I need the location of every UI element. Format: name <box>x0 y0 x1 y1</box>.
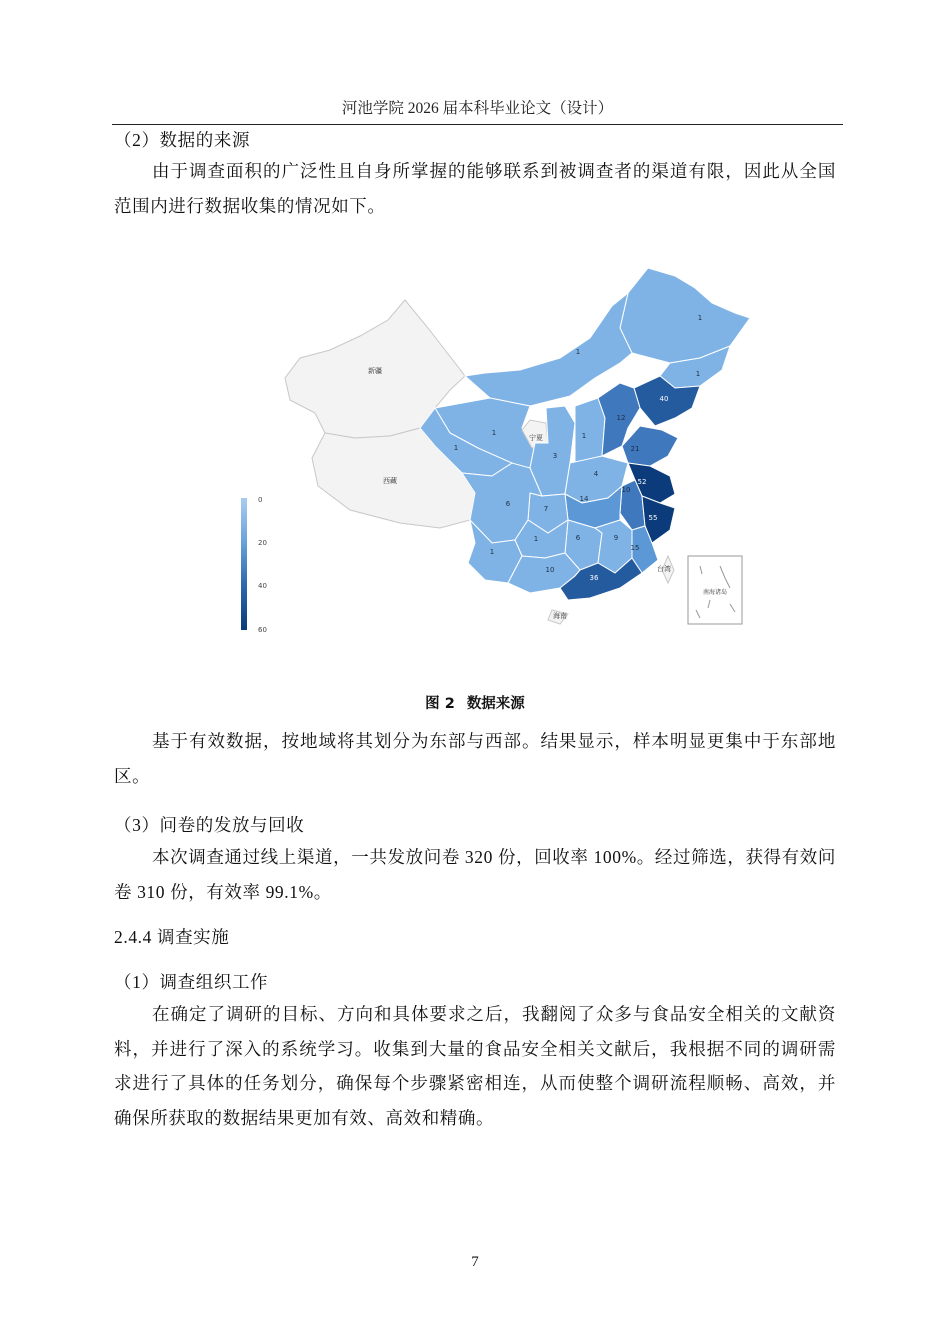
figure-caption <box>0 692 950 713</box>
legend-tick-20: 20 <box>258 539 267 547</box>
figure-title: 数据来源 <box>466 696 525 712</box>
legend-bar <box>241 498 247 630</box>
label-ningxia: 宁夏 <box>529 434 543 442</box>
running-header: 河池学院 2026 届本科毕业论文（设计） <box>112 98 843 125</box>
value-label: 1 <box>695 370 701 378</box>
region-shanxi <box>575 398 605 463</box>
region-heilongjiang <box>620 268 750 363</box>
value-label: 10 <box>621 486 631 494</box>
paragraph-data-source: 由于调查面积的广泛性且自身所掌握的能够联系到被调查者的渠道有限，因此从全国范围内进行数据收集的情况如下。 <box>114 161 836 216</box>
value-label: 55 <box>648 514 658 522</box>
value-label: 6 <box>575 534 581 542</box>
label-south-sea: 南海诸岛 <box>702 589 728 596</box>
region-inner-mongolia <box>465 293 632 406</box>
value-label: 12 <box>616 414 626 422</box>
value-label: 3 <box>552 452 558 460</box>
value-label: 4 <box>593 470 599 478</box>
value-label: 36 <box>589 574 599 582</box>
section-heading-organization: （1）调查组织工作 <box>114 972 269 992</box>
page-number: 7 <box>471 1254 479 1270</box>
section-heading-implementation: 2.4.4 调查实施 <box>114 927 230 947</box>
legend-tick-40: 40 <box>258 582 267 590</box>
value-label: 52 <box>637 478 647 486</box>
value-label: 1 <box>453 444 459 452</box>
section-heading-distribution: （3）问卷的发放与回收 <box>114 815 305 835</box>
value-label: 1 <box>533 535 539 543</box>
label-tibet: 西藏 <box>383 477 397 485</box>
value-label: 1 <box>491 429 497 437</box>
value-label: 21 <box>630 445 640 453</box>
figure-label: 图 2 <box>425 696 455 712</box>
value-label: 9 <box>613 534 619 542</box>
value-label: 1 <box>697 314 703 322</box>
value-label: 1 <box>575 348 581 356</box>
section-heading-data-source: （2）数据的来源 <box>114 130 251 150</box>
label-xinjiang: 新疆 <box>368 367 382 375</box>
legend-tick-0: 0 <box>258 496 263 504</box>
value-label: 14 <box>579 495 589 503</box>
value-label: 10 <box>545 566 555 574</box>
china-map-figure <box>230 258 770 648</box>
paragraph-organization: 在确定了调研的目标、方向和具体要求之后，我翻阅了众多与食品安全相关的文献资料，并进行了深入的系统学习。收集到大量的食品安全相关文献后，我根据不同的调研需求进行了具体的任务划分，确保每个步骤紧密相连，从而使整个调研流程顺畅、高效，并确保所获取的数据结果更加有效、高效和精确。 <box>114 1004 836 1128</box>
value-label: 40 <box>659 395 669 403</box>
legend-tick-60: 60 <box>258 626 267 634</box>
value-label: 6 <box>505 500 511 508</box>
paragraph-distribution: 本次调查通过线上渠道，一共发放问卷 320 份，回收率 100%。经过筛选，获得有效问卷 310 份，有效率 99.1%。 <box>114 847 836 902</box>
paragraph-after-figure: 基于有效数据，按地域将其划分为东部与西部。结果显示，样本明显更集中于东部地区。 <box>114 731 836 786</box>
value-label: 1 <box>581 432 587 440</box>
value-label: 15 <box>630 544 640 552</box>
value-label: 1 <box>489 548 495 556</box>
label-taiwan: 台湾 <box>657 565 671 573</box>
label-hainan: 海南 <box>553 612 567 620</box>
value-label: 7 <box>543 505 549 513</box>
